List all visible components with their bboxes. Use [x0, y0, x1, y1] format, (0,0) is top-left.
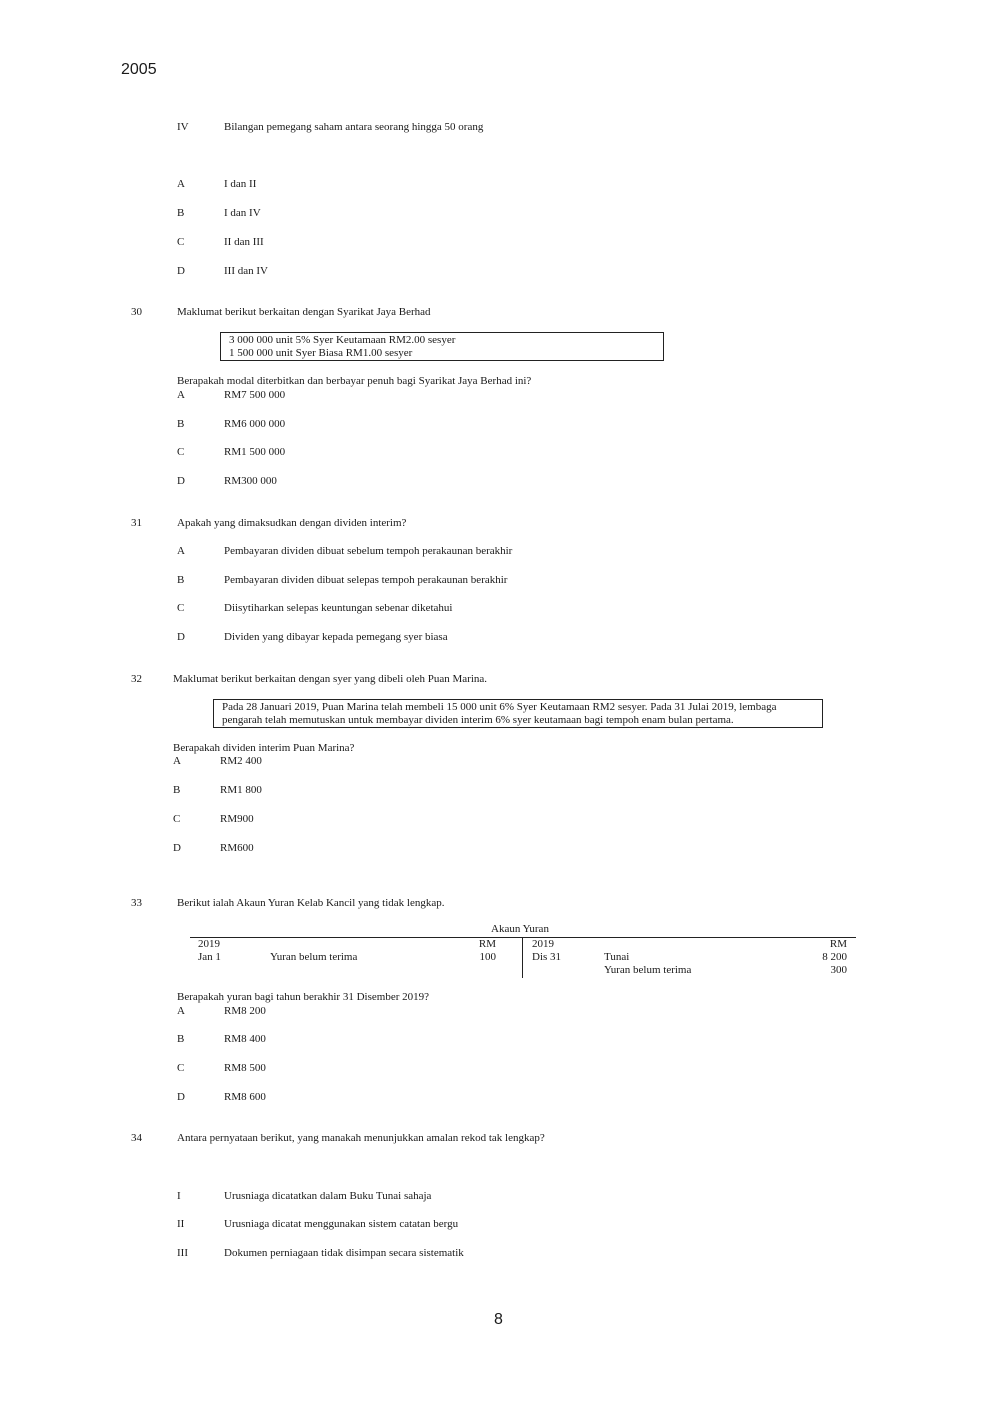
option-text: RM6 000 000 — [224, 418, 286, 430]
ledger-credit-description: Tunai — [604, 951, 630, 963]
question-stem: Antara pernyataan berikut, yang manakah menunjukkan amalan rekod tak lengkap? — [177, 1132, 545, 1144]
ledger-debit-date: Jan 1 — [198, 951, 221, 963]
option-letter: D — [177, 1091, 185, 1103]
ledger-credit-amount: 8 200 — [822, 951, 847, 963]
ledger-credit-amount: 300 — [830, 964, 847, 976]
question-text: Berapakah modal diterbitkan dan berbayar penuh bagi Syarikat Jaya Berhad ini? — [177, 375, 532, 387]
option-text: RM1 500 000 — [224, 446, 286, 458]
option-text: RM300 000 — [224, 475, 277, 487]
info-box-line: Pada 28 Januari 2019, Puan Marina telah membeli 15 000 unit 6% Syer Keutamaan RM2 sesyer. Pada 31 Julai 2019, lembaga — [222, 701, 777, 713]
option-letter: A — [173, 755, 181, 767]
statement-numeral: II — [177, 1218, 185, 1230]
question-number: 31 — [131, 517, 142, 529]
ledger-debit-description: Yuran belum terima — [270, 951, 358, 963]
info-box-line: 3 000 000 unit 5% Syer Keutamaan RM2.00 sesyer — [229, 334, 456, 346]
info-box-line: 1 500 000 unit Syer Biasa RM1.00 sesyer — [229, 347, 413, 359]
option-letter: B — [177, 574, 185, 586]
info-box — [213, 699, 823, 728]
question-number: 30 — [131, 306, 142, 318]
option-text: Diisytiharkan selepas keuntungan sebenar diketahui — [224, 602, 453, 614]
option-text: RM8 200 — [224, 1005, 266, 1017]
option-letter: B — [177, 1033, 185, 1045]
option-text: RM8 600 — [224, 1091, 266, 1103]
option-letter: D — [173, 842, 181, 854]
option-letter: A — [177, 389, 185, 401]
option-text: RM8 500 — [224, 1062, 266, 1074]
option-letter: C — [177, 236, 185, 248]
statement-text: Urusniaga dicatatkan dalam Buku Tunai sahaja — [224, 1190, 432, 1202]
option-letter: D — [177, 631, 185, 643]
option-text: Pembayaran dividen dibuat sebelum tempoh perakaunan berakhir — [224, 545, 513, 557]
ledger-top-rule — [190, 937, 856, 938]
statement-numeral: I — [177, 1190, 181, 1202]
option-text: I dan II — [224, 178, 257, 190]
statement-numeral: IV — [177, 121, 189, 133]
option-text: RM8 400 — [224, 1033, 266, 1045]
question-number: 32 — [131, 673, 142, 685]
option-letter: A — [177, 545, 185, 557]
ledger-debit-currency: RM — [478, 938, 496, 950]
option-letter: D — [177, 265, 185, 277]
question-number: 34 — [131, 1132, 142, 1144]
option-text: RM600 — [220, 842, 254, 854]
ledger-credit-description: Yuran belum terima — [604, 964, 692, 976]
option-letter: A — [177, 1005, 185, 1017]
option-letter: B — [173, 784, 181, 796]
info-box — [220, 332, 664, 361]
option-text: RM900 — [220, 813, 254, 825]
ledger-credit-currency: RM — [829, 938, 847, 950]
question-text: Berapakah dividen interim Puan Marina? — [173, 742, 355, 754]
option-letter: C — [177, 1062, 185, 1074]
statement-text: Dokumen perniagaan tidak disimpan secara sistematik — [224, 1247, 464, 1259]
header-year: 2005 — [121, 61, 157, 78]
option-text: RM1 800 — [220, 784, 262, 796]
page-number: 8 — [494, 1311, 503, 1328]
option-text: Dividen yang dibayar kepada pemegang syer biasa — [224, 631, 448, 643]
question-number: 33 — [131, 897, 142, 909]
option-text: III dan IV — [224, 265, 268, 277]
option-letter: B — [177, 418, 185, 430]
ledger-credit-date: Dis 31 — [532, 951, 562, 963]
ledger-debit-year: 2019 — [198, 938, 220, 950]
statement-text: Urusniaga dicatat menggunakan sistem catatan bergu — [224, 1218, 459, 1230]
statement-text: Bilangan pemegang saham antara seorang hingga 50 orang — [224, 121, 484, 133]
statement-numeral: III — [177, 1247, 188, 1259]
option-text: II dan III — [224, 236, 264, 248]
option-text: I dan IV — [224, 207, 261, 219]
option-letter: B — [177, 207, 185, 219]
question-stem: Maklumat berikut berkaitan dengan Syarikat Jaya Berhad — [177, 306, 431, 318]
question-text: Berapakah yuran bagi tahun berakhir 31 Disember 2019? — [177, 991, 429, 1003]
question-stem: Apakah yang dimaksudkan dengan dividen interim? — [177, 517, 407, 529]
ledger-title: Akaun Yuran — [491, 923, 549, 935]
ledger-credit-year: 2019 — [532, 938, 554, 950]
option-letter: A — [177, 178, 185, 190]
option-text: RM2 400 — [220, 755, 262, 767]
option-letter: D — [177, 475, 185, 487]
option-text: Pembayaran dividen dibuat selepas tempoh perakaunan berakhir — [224, 574, 508, 586]
option-text: RM7 500 000 — [224, 389, 286, 401]
question-stem: Maklumat berikut berkaitan dengan syer yang dibeli oleh Puan Marina. — [173, 673, 488, 685]
option-letter: C — [177, 446, 185, 458]
ledger-debit-amount: 100 — [479, 951, 496, 963]
info-box-line: pengarah telah memutuskan untuk membayar dividen interim 6% syer keutamaan bagi tempoh enam bulan pertama. — [222, 714, 734, 726]
option-letter: C — [173, 813, 181, 825]
option-letter: C — [177, 602, 185, 614]
ledger-center-rule — [522, 937, 523, 978]
question-stem: Berikut ialah Akaun Yuran Kelab Kancil yang tidak lengkap. — [177, 897, 445, 909]
